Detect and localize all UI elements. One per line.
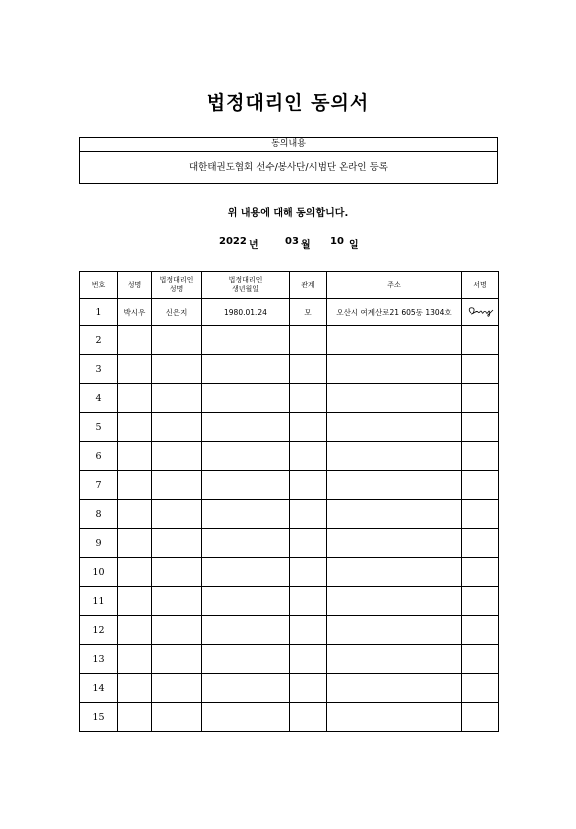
table-row xyxy=(80,529,499,558)
cell-guardian-name xyxy=(152,558,202,587)
cell-signature xyxy=(462,645,499,674)
table-row xyxy=(80,413,499,442)
cell-number: 6 xyxy=(80,442,118,471)
cell-relation xyxy=(290,558,327,587)
cell-guardian-name xyxy=(152,645,202,674)
table-row xyxy=(80,674,499,703)
cell-relation xyxy=(290,442,327,471)
cell-guardian-birth xyxy=(202,616,290,645)
cell-name xyxy=(118,442,152,471)
cell-guardian-name xyxy=(152,587,202,616)
cell-number: 10 xyxy=(80,558,118,587)
cell-signature xyxy=(462,558,499,587)
date-month-unit: 월 xyxy=(301,240,311,251)
cell-address xyxy=(327,587,462,616)
cell-number: 5 xyxy=(80,413,118,442)
table-row xyxy=(80,384,499,413)
cell-name xyxy=(118,500,152,529)
cell-address xyxy=(327,355,462,384)
cell-relation xyxy=(290,674,327,703)
cell-number: 3 xyxy=(80,355,118,384)
cell-relation xyxy=(290,616,327,645)
cell-number: 15 xyxy=(80,703,118,732)
cell-guardian-birth xyxy=(202,471,290,500)
document-title: 법정대리인 동의서 xyxy=(206,92,370,114)
cell-name xyxy=(118,355,152,384)
cell-name xyxy=(118,587,152,616)
date-year: 2022 xyxy=(219,236,247,247)
cell-address: 오산시 여계산로21 605동 1304호 xyxy=(327,299,462,326)
cell-relation xyxy=(290,355,327,384)
cell-guardian-name xyxy=(152,326,202,355)
cell-number: 4 xyxy=(80,384,118,413)
cell-guardian-birth xyxy=(202,384,290,413)
cell-guardian-name xyxy=(152,616,202,645)
cell-name xyxy=(118,326,152,355)
cell-number: 14 xyxy=(80,674,118,703)
cell-address xyxy=(327,645,462,674)
cell-relation xyxy=(290,413,327,442)
date-day-unit: 일 xyxy=(349,240,359,251)
consent-body: 대한태권도협회 선수/봉사단/시범단 온라인 등록 xyxy=(188,162,388,173)
table-row xyxy=(80,442,499,471)
table-row xyxy=(80,355,499,384)
cell-name xyxy=(118,413,152,442)
table-row xyxy=(80,645,499,674)
cell-guardian-name xyxy=(152,442,202,471)
cell-name xyxy=(118,471,152,500)
cell-guardian-name xyxy=(152,500,202,529)
cell-guardian-birth xyxy=(202,355,290,384)
header-guardian-name xyxy=(152,272,202,299)
date-line xyxy=(219,236,379,250)
table-row xyxy=(80,500,499,529)
cell-address xyxy=(327,442,462,471)
header-address: 주소 xyxy=(327,272,462,299)
table-row xyxy=(80,558,499,587)
cell-signature xyxy=(462,442,499,471)
cell-number: 9 xyxy=(80,529,118,558)
cell-name xyxy=(118,703,152,732)
consent-header: 동의내용 xyxy=(80,138,497,152)
cell-signature xyxy=(462,471,499,500)
header-name: 성명 xyxy=(118,272,152,299)
cell-relation xyxy=(290,645,327,674)
cell-signature xyxy=(462,616,499,645)
cell-signature xyxy=(462,674,499,703)
header-guardian-birth xyxy=(202,272,290,299)
cell-address xyxy=(327,326,462,355)
cell-relation xyxy=(290,703,327,732)
cell-relation xyxy=(290,326,327,355)
cell-number: 11 xyxy=(80,587,118,616)
cell-number: 8 xyxy=(80,500,118,529)
cell-number: 12 xyxy=(80,616,118,645)
cell-guardian-name xyxy=(152,413,202,442)
header-signature: 서명 xyxy=(462,272,499,299)
guardian-consent-table xyxy=(79,271,499,732)
date-day: 10 xyxy=(330,236,344,247)
cell-number: 13 xyxy=(80,645,118,674)
cell-address xyxy=(327,471,462,500)
cell-relation: 모 xyxy=(290,299,327,326)
cell-guardian-name xyxy=(152,674,202,703)
cell-guardian-birth xyxy=(202,413,290,442)
cell-guardian-birth xyxy=(202,500,290,529)
table-row xyxy=(80,299,499,326)
table-row xyxy=(80,616,499,645)
table-header-row xyxy=(80,272,499,299)
header-relation: 관계 xyxy=(290,272,327,299)
cell-number: 1 xyxy=(80,299,118,326)
cell-guardian-birth xyxy=(202,558,290,587)
cell-name xyxy=(118,616,152,645)
table-row xyxy=(80,471,499,500)
cell-guardian-name xyxy=(152,471,202,500)
cell-signature xyxy=(462,529,499,558)
header-number: 번호 xyxy=(80,272,118,299)
cell-address xyxy=(327,500,462,529)
cell-relation xyxy=(290,384,327,413)
cell-guardian-birth xyxy=(202,703,290,732)
cell-guardian-name xyxy=(152,384,202,413)
cell-guardian-birth xyxy=(202,645,290,674)
cell-address xyxy=(327,413,462,442)
cell-guardian-birth xyxy=(202,587,290,616)
cell-signature xyxy=(462,355,499,384)
cell-signature xyxy=(462,703,499,732)
cell-relation xyxy=(290,529,327,558)
cell-guardian-birth xyxy=(202,326,290,355)
agree-statement: 위 내용에 대해 동의합니다. xyxy=(227,208,349,219)
cell-name xyxy=(118,529,152,558)
cell-address xyxy=(327,703,462,732)
cell-name xyxy=(118,558,152,587)
cell-number: 7 xyxy=(80,471,118,500)
cell-guardian-name xyxy=(152,355,202,384)
header-guardian-birth-line1: 법정대리인 xyxy=(228,276,263,284)
cell-signature xyxy=(462,299,499,326)
cell-number: 2 xyxy=(80,326,118,355)
cell-guardian-name xyxy=(152,703,202,732)
cell-signature xyxy=(462,326,499,355)
cell-relation xyxy=(290,471,327,500)
cell-signature xyxy=(462,384,499,413)
cell-name xyxy=(118,384,152,413)
header-guardian-birth-line2: 생년월일 xyxy=(231,285,260,293)
cell-address xyxy=(327,616,462,645)
cell-address xyxy=(327,674,462,703)
table-row xyxy=(80,703,499,732)
date-month: 03 xyxy=(285,236,299,247)
cell-guardian-birth xyxy=(202,674,290,703)
cell-guardian-name: 신은지 xyxy=(152,299,202,326)
consent-box xyxy=(79,137,498,184)
table-row xyxy=(80,587,499,616)
cell-guardian-birth: 1980.01.24 xyxy=(202,299,290,326)
cell-signature xyxy=(462,500,499,529)
cell-address xyxy=(327,558,462,587)
header-guardian-name-line1: 법정대리인 xyxy=(159,276,194,284)
table-row xyxy=(80,326,499,355)
handwritten-signature xyxy=(466,306,494,318)
date-year-unit: 년 xyxy=(249,240,259,251)
header-guardian-name-line2: 성명 xyxy=(169,285,184,293)
cell-relation xyxy=(290,587,327,616)
cell-signature xyxy=(462,587,499,616)
cell-name xyxy=(118,645,152,674)
cell-guardian-birth xyxy=(202,529,290,558)
cell-address xyxy=(327,384,462,413)
cell-guardian-birth xyxy=(202,442,290,471)
cell-relation xyxy=(290,500,327,529)
cell-guardian-name xyxy=(152,529,202,558)
cell-address xyxy=(327,529,462,558)
cell-name: 박시우 xyxy=(118,299,152,326)
cell-signature xyxy=(462,413,499,442)
cell-name xyxy=(118,674,152,703)
